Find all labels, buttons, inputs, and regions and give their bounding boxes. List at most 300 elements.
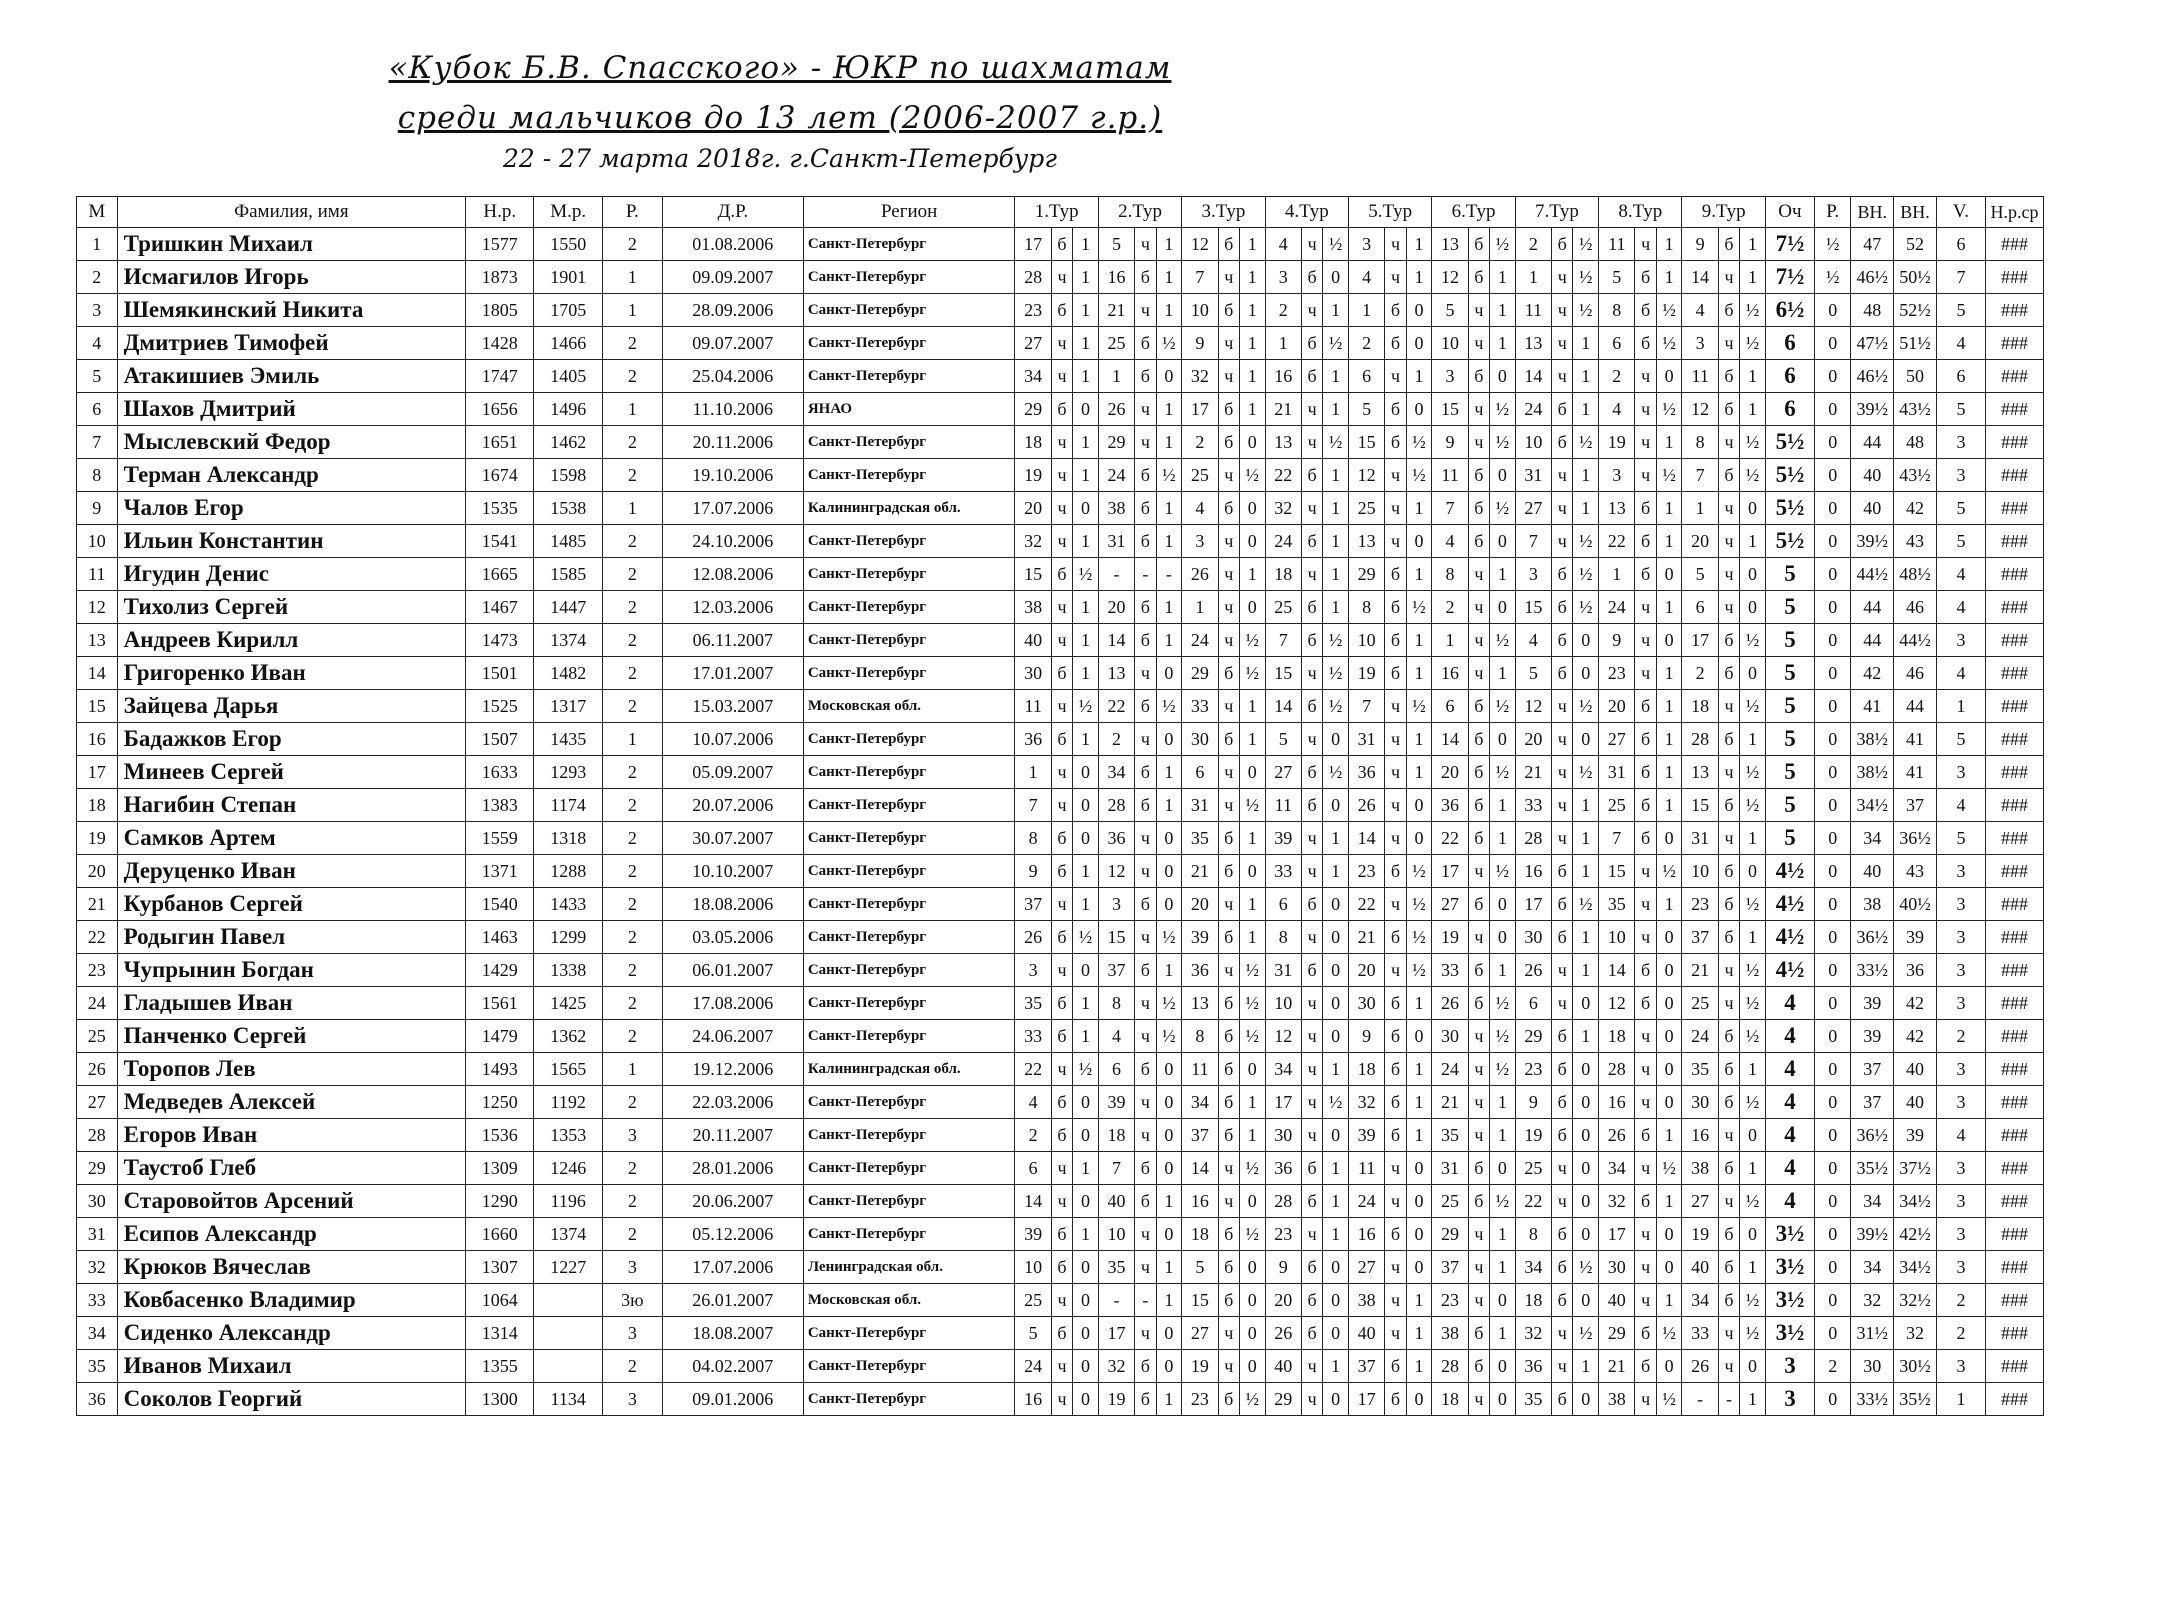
national-rating: 1064 [466,1284,534,1317]
buchholz-1-cell: 47½ [1851,327,1894,360]
round-result: 1 [1073,228,1099,261]
round-color: б [1135,492,1156,525]
round-opponent: 16 [1432,657,1468,690]
round-color: ч [1051,756,1072,789]
region-cell: ЯНАО [803,393,1015,426]
wins-cell: 6 [1936,228,1985,261]
buchholz-1-cell: 31½ [1851,1317,1894,1350]
round-opponent: 5 [1098,228,1134,261]
avg-rating-cell: ### [1986,1119,2044,1152]
round-result: 1 [1073,855,1099,888]
round-color: б [1301,360,1322,393]
round-color: б [1051,855,1072,888]
tiebreak-cell: 0 [1815,690,1851,723]
round-result: 0 [1490,525,1516,558]
round-color: ч [1552,789,1573,822]
round-opponent: 33 [1015,1020,1051,1053]
round-opponent: 9 [1515,1086,1551,1119]
round-color: б [1135,261,1156,294]
round-color: ч [1301,1053,1322,1086]
buchholz-2-cell: 48½ [1894,558,1937,591]
region-cell: Санкт-Петербург [803,921,1015,954]
region-cell: Санкт-Петербург [803,327,1015,360]
round-color: ч [1135,723,1156,756]
round-opponent: 27 [1015,327,1051,360]
birthdate-cell: 19.12.2006 [662,1053,803,1086]
region-cell: Санкт-Петербург [803,657,1015,690]
buchholz-1-cell: 34 [1851,822,1894,855]
category-cell: 1 [602,723,662,756]
round-result: ½ [1490,426,1516,459]
round-opponent: 17 [1599,1218,1635,1251]
round-result: 0 [1073,954,1099,987]
national-rating: 1473 [466,624,534,657]
wins-cell: 5 [1936,822,1985,855]
points-cell: 5½ [1765,492,1814,525]
round-result: 0 [1656,558,1682,591]
round-color: ч [1135,1020,1156,1053]
round-opponent: 19 [1599,426,1635,459]
round-opponent: 15 [1015,558,1051,591]
avg-rating-cell: ### [1986,558,2044,591]
round-opponent: 18 [1265,558,1301,591]
round-opponent: 36 [1098,822,1134,855]
document-title: «Кубок Б.В. Спасского» - ЮКР по шахматам [388,50,1172,86]
birthdate-cell: 22.03.2006 [662,1086,803,1119]
wins-cell: 4 [1936,789,1985,822]
round-result: ½ [1740,1317,1766,1350]
round-result: 1 [1740,228,1766,261]
buchholz-2-cell: 32½ [1894,1284,1937,1317]
round-opponent: - [1098,558,1134,591]
round-opponent: 10 [1599,921,1635,954]
round-result: 0 [1156,1053,1182,1086]
rank-cell: 11 [77,558,118,591]
region-cell: Санкт-Петербург [803,591,1015,624]
region-cell: Санкт-Петербург [803,954,1015,987]
round-result: ½ [1406,690,1432,723]
round-color: б [1552,393,1573,426]
round-color: б [1218,228,1239,261]
round-opponent: 11 [1682,360,1718,393]
player-name: Григоренко Иван [117,657,465,690]
round-opponent: 3 [1348,228,1384,261]
category-cell: 2 [602,756,662,789]
round-color: б [1468,987,1489,1020]
round-result: 1 [1073,327,1099,360]
round-color: ч [1051,459,1072,492]
round-color: ч [1468,294,1489,327]
round-result: 0 [1740,591,1766,624]
rank-cell: 9 [77,492,118,525]
round-color: ч [1301,228,1322,261]
round-result: 1 [1740,360,1766,393]
category-cell: 2 [602,426,662,459]
category-cell: 1 [602,294,662,327]
round-opponent: 19 [1348,657,1384,690]
round-opponent: 20 [1015,492,1051,525]
round-result: 0 [1573,1086,1599,1119]
buchholz-2-cell: 39 [1894,1119,1937,1152]
round-color: б [1718,1251,1739,1284]
intl-rating [534,1350,602,1383]
category-cell: 2 [602,327,662,360]
round-opponent: 4 [1015,1086,1051,1119]
round-result: 1 [1573,954,1599,987]
birthdate-cell: 10.07.2006 [662,723,803,756]
round-opponent: 16 [1682,1119,1718,1152]
round-color: ч [1051,492,1072,525]
document-subtitle: среди мальчиков до 13 лет (2006-2007 г.р.) [397,100,1163,136]
round-opponent: 40 [1599,1284,1635,1317]
round-opponent: 37 [1348,1350,1384,1383]
round-color: б [1051,1251,1072,1284]
round-color: б [1051,1317,1072,1350]
tiebreak-cell: ½ [1815,261,1851,294]
round-result: 1 [1573,921,1599,954]
wins-cell: 2 [1936,1020,1985,1053]
round-opponent: 26 [1599,1119,1635,1152]
round-color: б [1718,393,1739,426]
round-opponent: 4 [1265,228,1301,261]
round-color: ч [1468,1284,1489,1317]
round-opponent: 31 [1432,1152,1468,1185]
round-opponent: 20 [1515,723,1551,756]
birthdate-cell: 17.07.2006 [662,1251,803,1284]
round-opponent: 29 [1348,558,1384,591]
table-row [77,228,2044,261]
round-result: 0 [1573,1053,1599,1086]
round-color: ч [1301,1383,1322,1416]
avg-rating-cell: ### [1986,1251,2044,1284]
player-name: Чупрынин Богдан [117,954,465,987]
round-result: 1 [1573,327,1599,360]
points-cell: 3 [1765,1350,1814,1383]
intl-rating: 1433 [534,888,602,921]
round-opponent: 25 [1432,1185,1468,1218]
round-color: б [1218,1020,1239,1053]
category-cell: 2 [602,624,662,657]
buchholz-2-cell: 42 [1894,492,1937,525]
points-cell: 5 [1765,624,1814,657]
intl-rating: 1485 [534,525,602,558]
round-color: б [1552,591,1573,624]
round-result: ½ [1573,591,1599,624]
round-result: ½ [1490,1053,1516,1086]
wins-cell: 4 [1936,558,1985,591]
round-result: 0 [1156,822,1182,855]
round-opponent: 3 [1682,327,1718,360]
round-opponent: 39 [1098,1086,1134,1119]
table-row [77,327,2044,360]
avg-rating-cell: ### [1986,1218,2044,1251]
round-opponent: 11 [1515,294,1551,327]
buchholz-2-cell: 43½ [1894,393,1937,426]
round-opponent: 23 [1599,657,1635,690]
round-color: ч [1051,1350,1072,1383]
table-row [77,954,2044,987]
round-opponent: 22 [1015,1053,1051,1086]
round-color: ч [1552,1152,1573,1185]
round-color: ч [1051,624,1072,657]
round-opponent: 34 [1682,1284,1718,1317]
buchholz-1-cell: 44½ [1851,558,1894,591]
points-cell: 3½ [1765,1218,1814,1251]
birthdate-cell: 19.10.2006 [662,459,803,492]
round-result: 1 [1156,624,1182,657]
wins-cell: 1 [1936,690,1985,723]
region-cell: Санкт-Петербург [803,624,1015,657]
round-color: б [1218,921,1239,954]
round-opponent: 6 [1182,756,1218,789]
round-color: ч [1051,1185,1072,1218]
round-result: 0 [1573,657,1599,690]
table-row [77,624,2044,657]
round-color: б [1051,921,1072,954]
round-color: б [1218,822,1239,855]
category-cell: 2 [602,1218,662,1251]
round-result: 0 [1490,1383,1516,1416]
round-color: б [1552,1053,1573,1086]
rank-cell: 18 [77,789,118,822]
round-color: ч [1218,558,1239,591]
round-opponent: 6 [1265,888,1301,921]
round-opponent: 26 [1265,1317,1301,1350]
player-name: Игудин Денис [117,558,465,591]
round-result: ½ [1323,1086,1349,1119]
round-opponent: 13 [1682,756,1718,789]
round-color: б [1468,822,1489,855]
round-opponent: 20 [1182,888,1218,921]
round-color: б [1468,1317,1489,1350]
round-color: б [1385,1020,1406,1053]
round-result: 0 [1156,723,1182,756]
wins-cell: 5 [1936,294,1985,327]
round-result: 0 [1323,1383,1349,1416]
round-color: б [1218,657,1239,690]
round-result: ½ [1073,690,1099,723]
round-opponent: 8 [1098,987,1134,1020]
category-cell: 2 [602,1020,662,1053]
round-result: ½ [1073,558,1099,591]
buchholz-2-cell: 35½ [1894,1383,1937,1416]
round-opponent: 1 [1182,591,1218,624]
round-result: 0 [1073,1383,1099,1416]
tiebreak-cell: 0 [1815,1185,1851,1218]
buchholz-1-cell: 48 [1851,294,1894,327]
round-result: 0 [1323,954,1349,987]
round-color: б [1051,1020,1072,1053]
round-color: ч [1301,987,1322,1020]
round-opponent: 22 [1515,1185,1551,1218]
round-color: б [1135,690,1156,723]
round-result: 1 [1073,657,1099,690]
intl-rating: 1227 [534,1251,602,1284]
round-opponent: 27 [1265,756,1301,789]
round-result: ½ [1490,756,1516,789]
round-color: ч [1301,1119,1322,1152]
points-cell: 3½ [1765,1251,1814,1284]
round-opponent: 34 [1599,1152,1635,1185]
round-color: ч [1718,1350,1739,1383]
round-opponent: 6 [1682,591,1718,624]
avg-rating-cell: ### [1986,1284,2044,1317]
round-result: 1 [1156,1383,1182,1416]
tiebreak-cell: 0 [1815,558,1851,591]
round-result: 1 [1323,492,1349,525]
round-result: 0 [1156,1086,1182,1119]
round-result: 0 [1323,888,1349,921]
intl-rating: 1585 [534,558,602,591]
buchholz-2-cell: 40½ [1894,888,1937,921]
round-result: 1 [1073,888,1099,921]
round-color: ч [1301,723,1322,756]
round-opponent: 33 [1432,954,1468,987]
round-color: б [1135,789,1156,822]
round-result: ½ [1239,789,1265,822]
round-opponent: 19 [1182,1350,1218,1383]
round-color: б [1718,459,1739,492]
buchholz-2-cell: 34½ [1894,1251,1937,1284]
rank-cell: 2 [77,261,118,294]
round-color: б [1135,954,1156,987]
col-header-intl-rating: М.р. [534,197,602,228]
round-result: ½ [1406,921,1432,954]
col-header-round: 1.Тур [1015,197,1098,228]
round-color: б [1468,789,1489,822]
round-opponent: 12 [1432,261,1468,294]
category-cell: 1 [602,393,662,426]
region-cell: Калининградская обл. [803,492,1015,525]
rank-cell: 29 [77,1152,118,1185]
round-result: 1 [1490,261,1516,294]
round-opponent: 22 [1432,822,1468,855]
round-opponent: 4 [1515,624,1551,657]
round-result: 1 [1740,1383,1766,1416]
round-result: 1 [1239,393,1265,426]
round-result: 0 [1740,855,1766,888]
tiebreak-cell: 0 [1815,1020,1851,1053]
round-color: ч [1468,1251,1489,1284]
header-row [77,197,2044,228]
round-color: ч [1301,393,1322,426]
birthdate-cell: 17.07.2006 [662,492,803,525]
table-row [77,855,2044,888]
round-color: ч [1135,228,1156,261]
tiebreak-cell: 0 [1815,921,1851,954]
round-result: 1 [1073,426,1099,459]
round-opponent: 14 [1182,1152,1218,1185]
round-color: ч [1468,657,1489,690]
buchholz-1-cell: 36½ [1851,921,1894,954]
round-color: ч [1635,1020,1656,1053]
round-result: ½ [1239,1020,1265,1053]
round-result: ½ [1740,1086,1766,1119]
avg-rating-cell: ### [1986,855,2044,888]
round-color: ч [1218,360,1239,393]
round-result: 1 [1239,294,1265,327]
round-color: ч [1218,954,1239,987]
table-row [77,1152,2044,1185]
round-result: ½ [1490,855,1516,888]
round-color: б [1718,1152,1739,1185]
rank-cell: 36 [77,1383,118,1416]
round-opponent: 7 [1098,1152,1134,1185]
round-opponent: 16 [1599,1086,1635,1119]
rank-cell: 28 [77,1119,118,1152]
birthdate-cell: 05.09.2007 [662,756,803,789]
wins-cell: 5 [1936,393,1985,426]
round-color: б [1635,1119,1656,1152]
round-result: 0 [1406,1383,1432,1416]
round-result: 0 [1490,921,1516,954]
round-opponent: 8 [1599,294,1635,327]
intl-rating: 1318 [534,822,602,855]
round-opponent: 1 [1599,558,1635,591]
round-opponent: 9 [1015,855,1051,888]
round-opponent: 33 [1515,789,1551,822]
round-opponent: 1 [1432,624,1468,657]
round-opponent: 1 [1015,756,1051,789]
round-result: 1 [1239,558,1265,591]
round-result: ½ [1573,756,1599,789]
round-color: ч [1468,426,1489,459]
round-color: ч [1468,624,1489,657]
intl-rating: 1447 [534,591,602,624]
rank-cell: 14 [77,657,118,690]
rank-cell: 35 [77,1350,118,1383]
round-color: б [1051,657,1072,690]
round-color: ч [1385,360,1406,393]
avg-rating-cell: ### [1986,987,2044,1020]
region-cell: Санкт-Петербург [803,723,1015,756]
tiebreak-cell: ½ [1815,228,1851,261]
round-opponent: 28 [1682,723,1718,756]
round-opponent: 36 [1515,1350,1551,1383]
round-result: 1 [1156,954,1182,987]
table-row [77,822,2044,855]
wins-cell: 1 [1936,1383,1985,1416]
national-rating: 1479 [466,1020,534,1053]
national-rating: 1559 [466,822,534,855]
round-opponent: 40 [1265,1350,1301,1383]
round-opponent: 4 [1098,1020,1134,1053]
round-color: ч [1385,789,1406,822]
buchholz-2-cell: 41 [1894,756,1937,789]
birthdate-cell: 01.08.2006 [662,228,803,261]
category-cell: 2 [602,822,662,855]
round-result: 1 [1740,1053,1766,1086]
round-opponent: 15 [1348,426,1384,459]
table-row [77,921,2044,954]
round-opponent: 14 [1599,954,1635,987]
round-color: б [1718,294,1739,327]
round-result: 1 [1073,294,1099,327]
rank-cell: 21 [77,888,118,921]
wins-cell: 3 [1936,1053,1985,1086]
round-color: б [1385,558,1406,591]
round-color: ч [1468,327,1489,360]
round-color: б [1385,657,1406,690]
round-result: 0 [1490,888,1516,921]
round-result: 1 [1156,1185,1182,1218]
round-color: ч [1552,327,1573,360]
round-result: ½ [1656,294,1682,327]
round-opponent: 6 [1348,360,1384,393]
rank-cell: 7 [77,426,118,459]
intl-rating: 1496 [534,393,602,426]
round-color: ч [1135,1119,1156,1152]
